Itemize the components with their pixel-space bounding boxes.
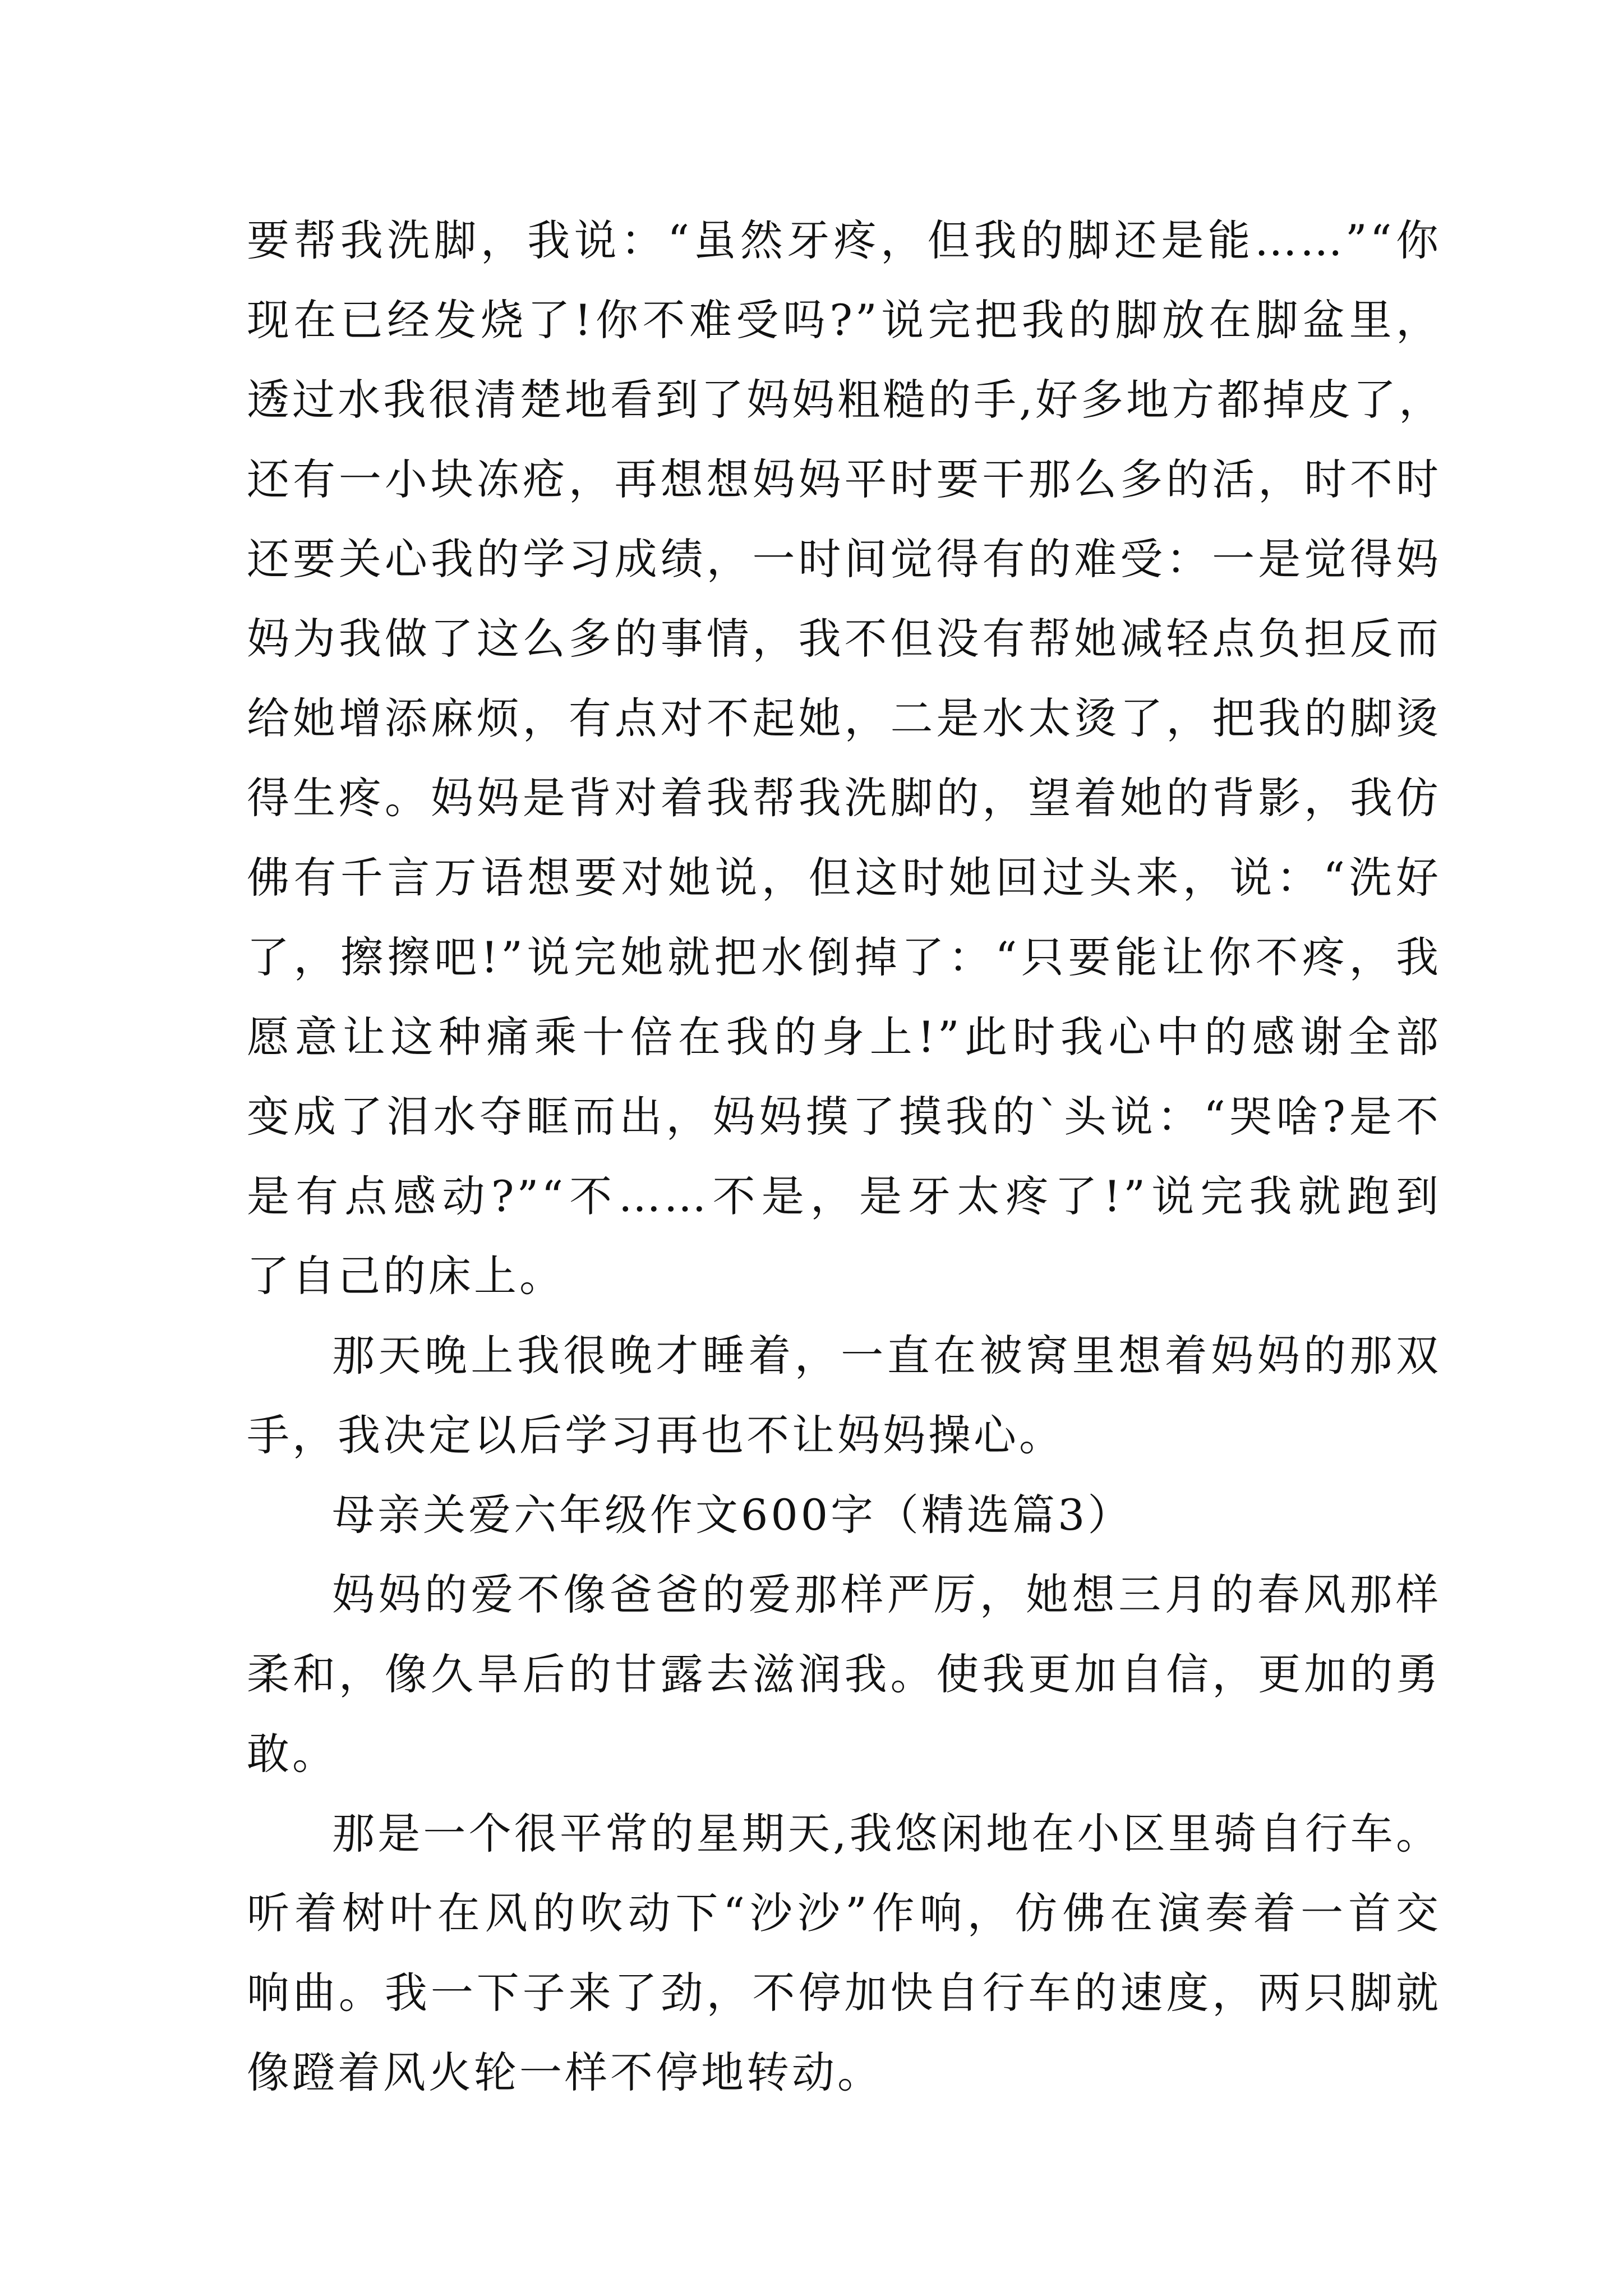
- text-line: 听着树叶在风的吹动下“沙沙”作响，仿佛在演奏着一首交: [247, 1888, 1441, 1938]
- text-line: 了自己的床上。: [247, 1251, 565, 1301]
- text-line: 是有点感动?”“不……不是，是牙太疼了!”说完我就跑到: [247, 1171, 1441, 1221]
- text-line: 佛有千言万语想要对她说，但这时她回过头来，说：“洗好: [247, 853, 1441, 903]
- text-line: 敢。: [247, 1729, 338, 1779]
- text-line: 变成了泪水夺眶而出，妈妈摸了摸我的`头说：“哭啥?是不: [247, 1092, 1441, 1142]
- text-line: 还有一小块冻疮，再想想妈妈平时要干那么多的活，时不时: [247, 454, 1441, 504]
- text-line: 那是一个很平常的星期天,我悠闲地在小区里骑自行车。: [332, 1809, 1441, 1858]
- text-line: 柔和，像久旱后的甘露去滋润我。使我更加自信，更加的勇: [247, 1649, 1441, 1699]
- text-line: 现在已经发烧了!你不难受吗?”说完把我的脚放在脚盆里，: [247, 295, 1441, 345]
- document-body: [247, 201, 1445, 2113]
- text-line: 给她增添麻烦，有点对不起她，二是水太烫了，把我的脚烫: [247, 693, 1441, 743]
- text-line: 手，我决定以后学习再也不让妈妈操心。: [247, 1410, 1064, 1460]
- text-line: 了，擦擦吧!”说完她就把水倒掉了：“只要能让你不疼，我: [247, 932, 1441, 982]
- text-line: 还要关心我的学习成绩，一时间觉得有的难受：一是觉得妈: [247, 534, 1441, 584]
- text-line: 得生疼。妈妈是背对着我帮我洗脚的，望着她的背影，我仿: [247, 773, 1441, 823]
- text-line: 那天晚上我很晚才睡着，一直在被窝里想着妈妈的那双: [332, 1331, 1441, 1381]
- text-line: 透过水我很清楚地看到了妈妈粗糙的手,好多地方都掉皮了，: [247, 375, 1445, 425]
- text-line: 响曲。我一下子来了劲，不停加快自行车的速度，两只脚就: [247, 1968, 1441, 2018]
- section-heading: 母亲关爱六年级作文600字（精选篇3）: [332, 1490, 1133, 1540]
- text-line: 妈妈的爱不像爸爸的爱那样严厉，她想三月的春风那样: [332, 1570, 1441, 1619]
- text-line: 像蹬着风火轮一样不停地转动。: [247, 2047, 883, 2097]
- text-line: 要帮我洗脚，我说：“虽然牙疼，但我的脚还是能……”“你: [247, 215, 1441, 265]
- text-line: 妈为我做了这么多的事情，我不但没有帮她减轻点负担反而: [247, 614, 1441, 664]
- text-line: 愿意让这种痛乘十倍在我的身上!”此时我心中的感谢全部: [247, 1012, 1441, 1062]
